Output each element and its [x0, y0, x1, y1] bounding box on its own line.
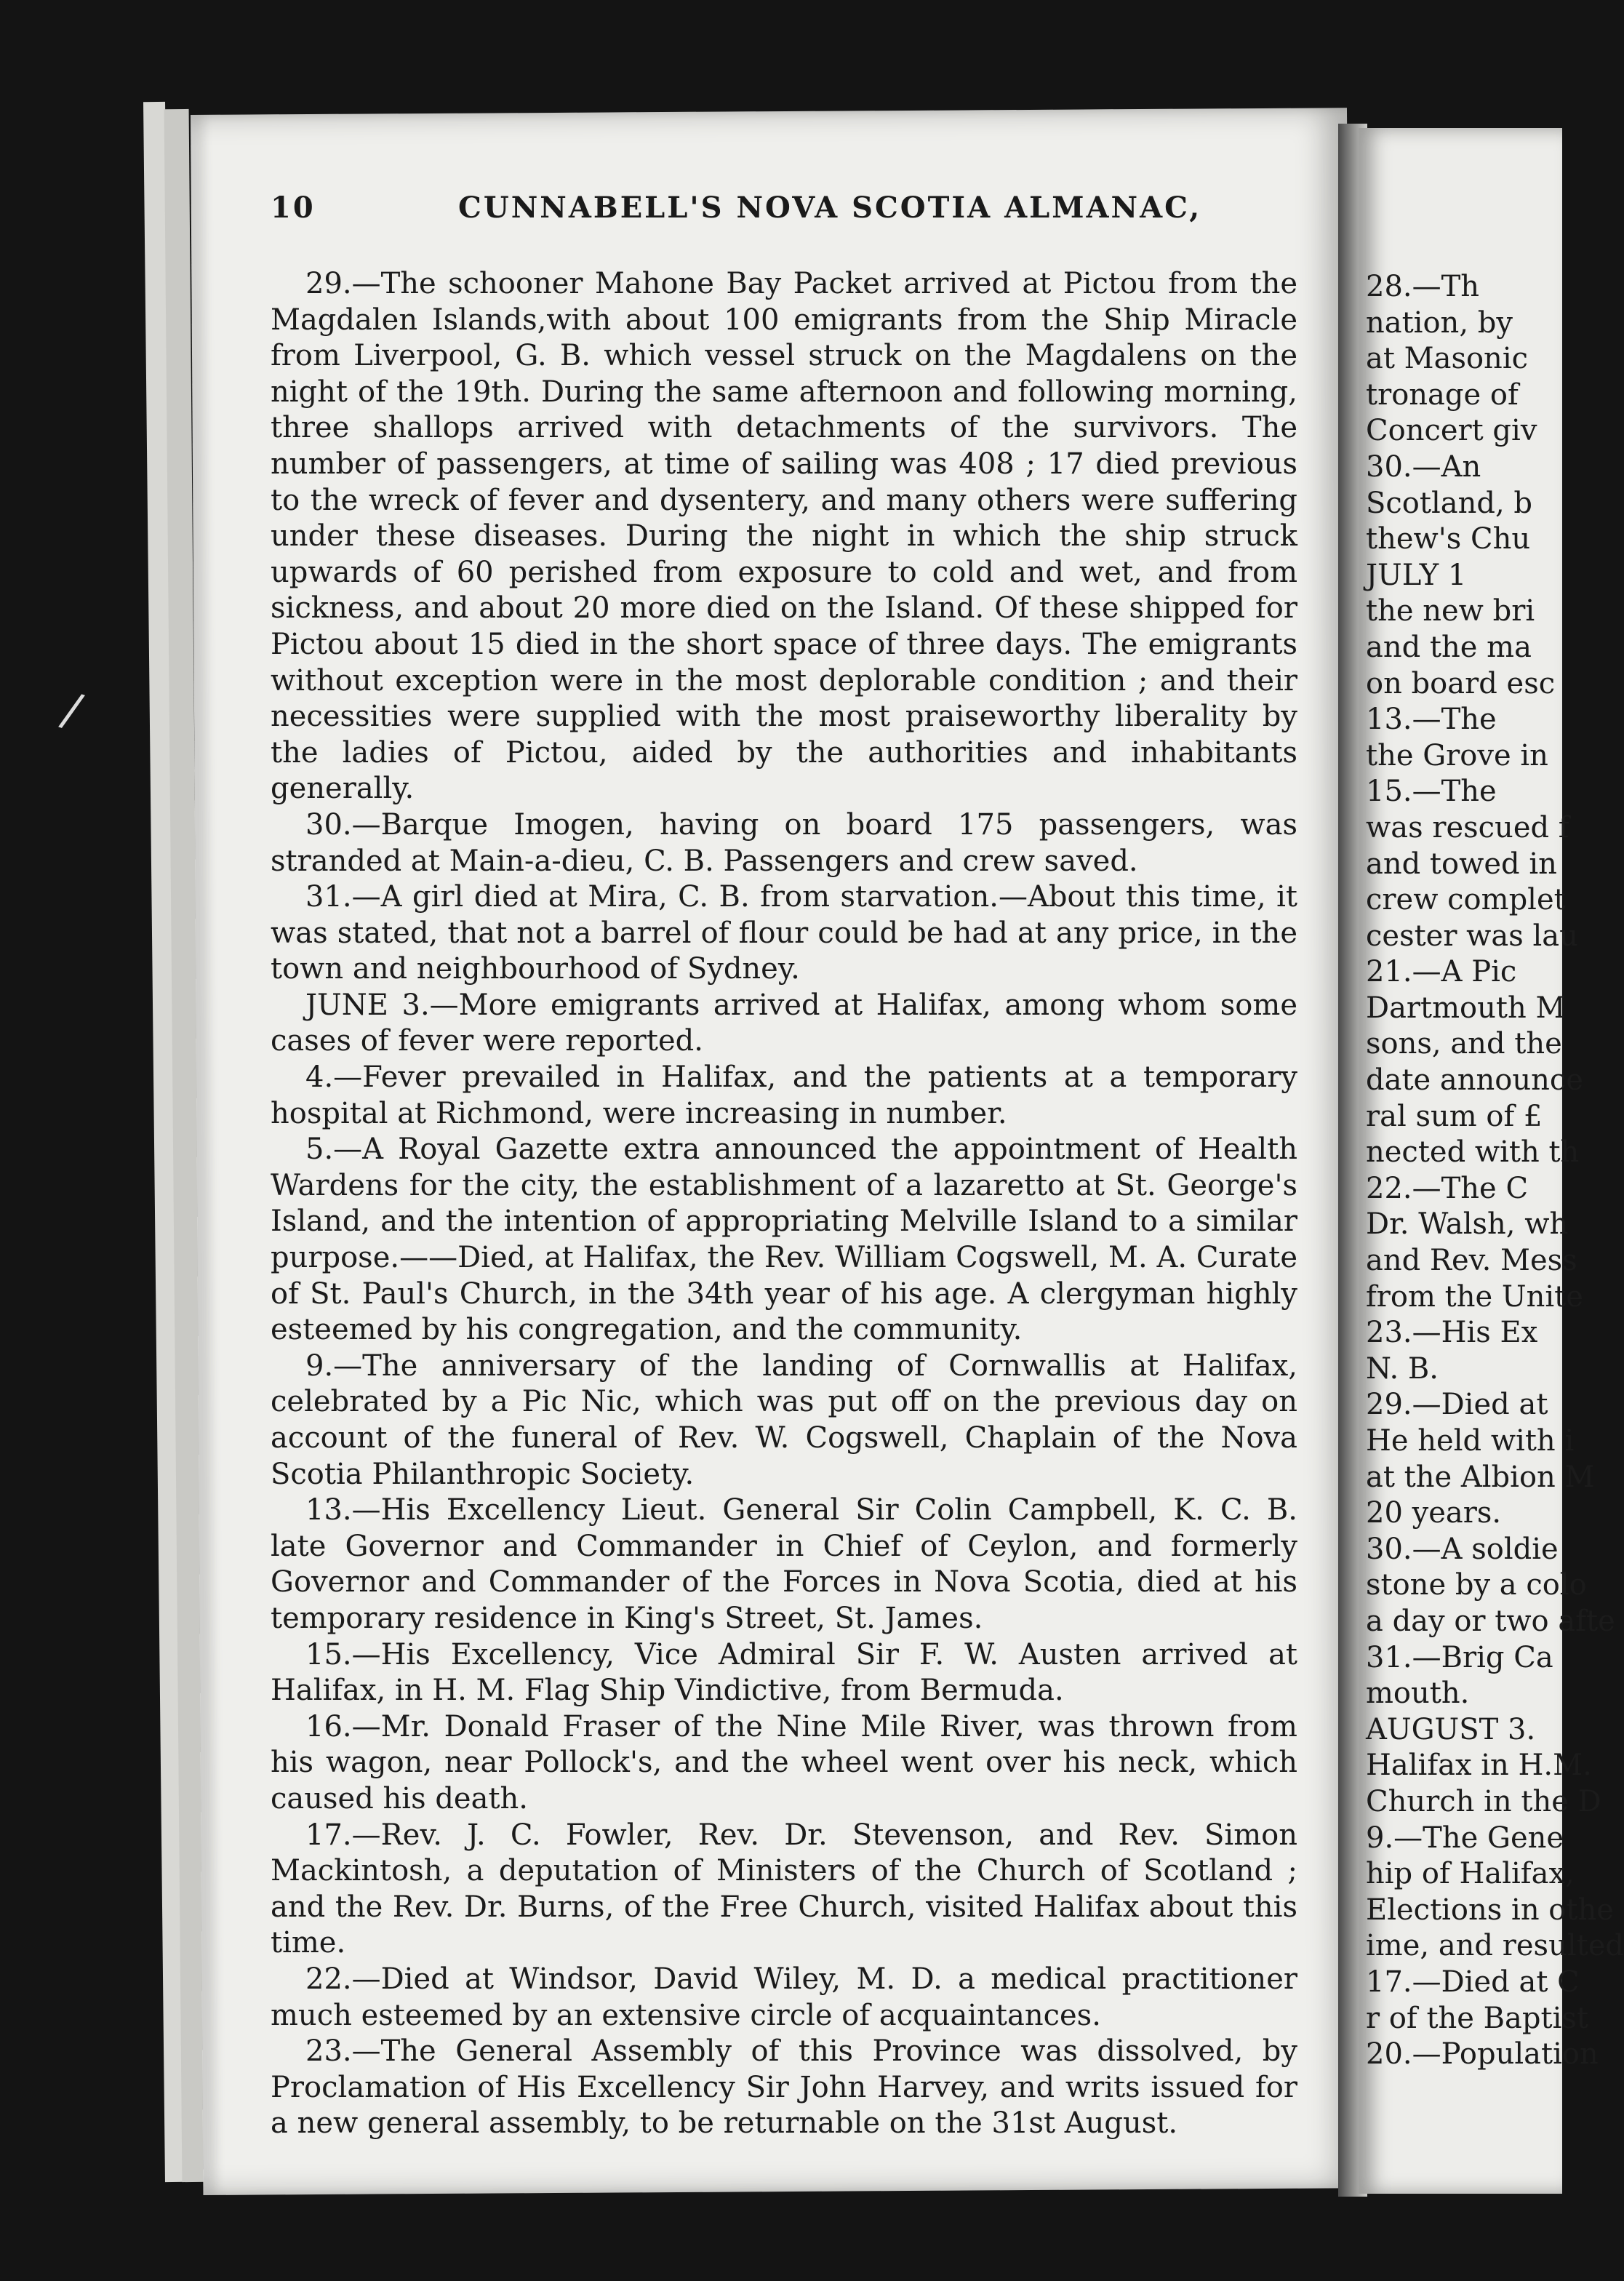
right-page-text-fragments [1366, 269, 1624, 2073]
right-line: 15.—The [1366, 775, 1497, 809]
chronicle-entry: 29.—The schooner Mahone Bay Packet arrived at Pictou from the Magdalen Islands,with about 100 emigrants from the Ship Miracle from Liverpool, G. B. which vessel struck on the Magdalens on the night of the 19th. During the same afternoon and following morning, three shallops arrived with detachments of the survivors. The number of passengers, at time of sailing was 408 ; 17 died previous to the wreck of fever and dysentery, and many others were suffering under these diseases. During the night in which the ship struck upwards of 60 perished from exposure to cold and wet, and from sickness, and about 20 more died on the Island. Of these shipped for Pictou about 15 died in the short space of three days. The emigrants without exception were in the most deplorable condition ; and their necessities were supplied with the most praiseworthy liberality by the ladies of Pictou, aided by the authorities and inhabitants generally. [271, 267, 1297, 806]
right-line: 30.—A soldie [1366, 1532, 1559, 1566]
right-line: JULY 1 [1366, 558, 1467, 592]
right-line: r of the Baptist [1366, 2001, 1588, 2035]
right-line: the new bri [1366, 594, 1535, 628]
right-line: nation, by [1366, 305, 1513, 340]
right-line: 20 years. [1366, 1496, 1502, 1530]
right-line: crew complet [1366, 883, 1566, 917]
chronicle-entry: 22.—Died at Windsor, David Wiley, M. D. a medical practitioner much esteemed by an extensive circle of acquaintances. [271, 1962, 1297, 2032]
right-line: ral sum of £ [1366, 1099, 1543, 1133]
right-line: a day or two afte [1366, 1604, 1615, 1638]
right-line: from the Unite [1366, 1279, 1583, 1314]
right-line: and Rev. Mess [1366, 1244, 1577, 1278]
right-line: date announce [1366, 1063, 1583, 1098]
right-line: AUGUST 3. [1366, 1712, 1536, 1746]
right-line: ime, and resulted [1366, 1929, 1624, 1963]
right-line: mouth. [1366, 1677, 1470, 1711]
right-line: 31.—Brig Ca [1366, 1640, 1553, 1674]
right-line: 20.—Population [1366, 2037, 1599, 2072]
chronicle-entry: 9.—The anniversary of the landing of Cornwallis at Halifax, celebrated by a Pic Nic, which was put off on the previous day on account of the funeral of Rev. W. Cogswell, Chaplain of the Nova Scotia Philanthropic Society. [271, 1349, 1297, 1491]
right-line: 13.—The [1366, 703, 1497, 737]
right-line: He held with i [1366, 1424, 1575, 1458]
right-line: Halifax in H.M. [1366, 1749, 1592, 1783]
right-line: at Masonic [1366, 342, 1529, 376]
chronicle-entry: 13.—His Excellency Lieut. General Sir Colin Campbell, K. C. B. late Governor and Commander in Chief of Ceylon, and formerly Governor and Commander of the Forces in Nova Scotia, died at his temporary residence in King's Street, St. James. [271, 1493, 1297, 1635]
chronicle-entry: JUNE 3.—More emigrants arrived at Halifax, among whom some cases of fever were reported. [271, 988, 1297, 1058]
chronicle-entry: 4.—Fever prevailed in Halifax, and the patients at a temporary hospital at Richmond, were increasing in number. [271, 1060, 1297, 1130]
right-line: N. B. [1366, 1351, 1439, 1386]
right-line: Church in the D [1366, 1784, 1601, 1818]
margin-pencil-mark: / [56, 682, 88, 739]
right-line: 17.—Died at C [1366, 1965, 1580, 1999]
chronicle-entry: 30.—Barque Imogen, having on board 175 passengers, was stranded at Main-a-dieu, C. B. Passengers and crew saved. [271, 807, 1297, 878]
chronicle-entry: 15.—His Excellency, Vice Admiral Sir F. W. Austen arrived at Halifax, in H. M. Flag Ship Vindictive, from Bermuda. [271, 1637, 1297, 1708]
right-line: stone by a colo [1366, 1568, 1587, 1602]
right-line: 28.—Th [1366, 270, 1480, 303]
right-line: at the Albion M [1366, 1460, 1595, 1494]
right-line: 29.—Died at [1366, 1388, 1548, 1422]
right-line: thew's Chu [1366, 522, 1531, 556]
right-line: 21.—A Pic [1366, 955, 1517, 989]
right-line: Dr. Walsh, wh [1366, 1207, 1569, 1242]
right-line: and towed in [1366, 847, 1557, 881]
page-number: 10 [271, 191, 316, 225]
chronicle-entry: 5.—A Royal Gazette extra announced the appointment of Health Wardens for the city, the establishment of a lazaretto at St. George's Island, and the intention of appropriating Melville Island to a similar purpose.——Died, at Halifax, the Rev. William Cogswell, M. A. Curate of St. Paul's Church, in the 34th year of his age. A clergyman highly esteemed by his congregation, and the community. [271, 1132, 1297, 1347]
right-line: Concert giv [1366, 414, 1537, 448]
right-line: on board esc [1366, 666, 1556, 700]
left-page-text [271, 266, 1297, 2142]
right-line: cester was lau [1366, 919, 1578, 953]
right-line: the Grove in [1366, 738, 1548, 772]
right-line: Dartmouth M [1366, 991, 1566, 1025]
right-line: Scotland, b [1366, 486, 1533, 520]
right-line: 9.—The Gene [1366, 1821, 1564, 1855]
chronicle-entry: 17.—Rev. J. C. Fowler, Rev. Dr. Stevenson, and Rev. Simon Mackintosh, a deputation of Ministers of the Church of Scotland ; and the Rev. Dr. Burns, of the Free Church, visited Halifax about this time. [271, 1818, 1297, 1960]
running-header [271, 191, 1303, 234]
chronicle-entry: 16.—Mr. Donald Fraser of the Nine Mile River, was thrown from his wagon, near Pollock's, and the wheel went over his neck, which caused his death. [271, 1709, 1297, 1815]
chronicle-entry: 31.—A girl died at Mira, C. B. from starvation.—About this time, it was stated, that not a barrel of flour could be had at any price, in the town and neighbourhood of Sydney. [271, 880, 1297, 986]
right-line: was rescued f [1366, 810, 1569, 844]
right-line: tronage of [1366, 377, 1519, 412]
right-line: sons, and the [1366, 1027, 1562, 1061]
right-line: and the ma [1366, 630, 1532, 664]
right-line: hip of Halifax, [1366, 1857, 1575, 1891]
running-title: CUNNABELL'S NOVA SCOTIA ALMANAC, [458, 191, 1202, 225]
right-line: 23.—His Ex [1366, 1316, 1538, 1350]
chronicle-entry: 23.—The General Assembly of this Province was dissolved, by Proclamation of His Excellency Sir John Harvey, and writs issued for a new general assembly, to be returnable on the 31st August. [271, 2034, 1297, 2141]
right-line: nected with th [1366, 1135, 1580, 1170]
right-line: 30.—An [1366, 450, 1481, 484]
right-line: 22.—The C [1366, 1171, 1529, 1205]
right-line: Elections in othe [1366, 1893, 1614, 1927]
